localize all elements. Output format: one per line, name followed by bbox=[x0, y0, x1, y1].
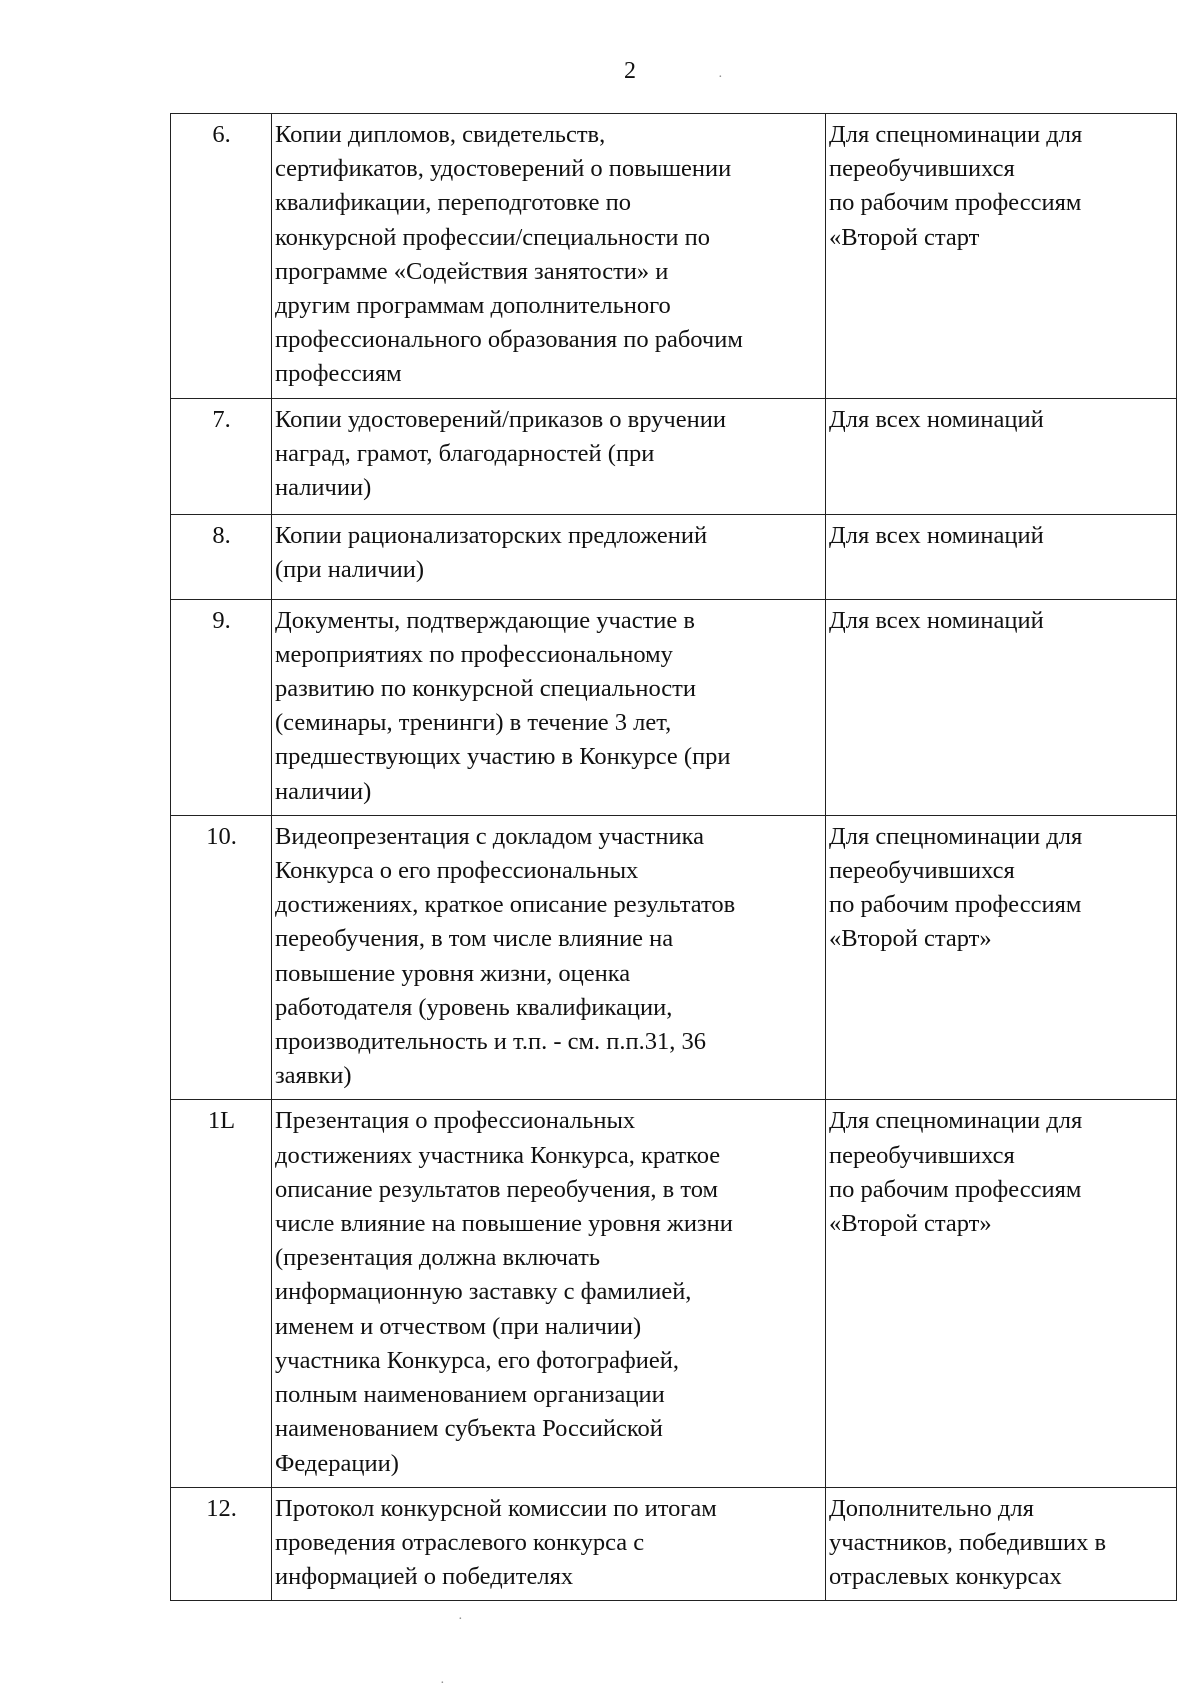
document-cell bbox=[272, 815, 826, 1100]
nomination-text: Для всех номинаций bbox=[829, 606, 1044, 634]
nomination-cell bbox=[826, 599, 1177, 815]
document-text: Видеопрезентация с докладом участника Конкурса о его профессиональных достижениях, краткое описание результатов переобучения, в том числе влияние на повышение уровня жизни, оценка работодателя (уровень квалификации, производительность и т.п. - см. п.п.31, 36 заявки) bbox=[275, 822, 736, 1090]
row-number: 1L bbox=[171, 1100, 272, 1487]
document-text: Копии рационализаторских предложений (при наличии) bbox=[275, 521, 708, 583]
nomination-text: Для спецноминации для переобучившихся по рабочим профессиям «Второй старт bbox=[829, 121, 1083, 251]
nomination-cell bbox=[826, 815, 1177, 1100]
document-text: Копии удостоверений/приказов о вручении наград, грамот, благодарностей (при наличии) bbox=[275, 405, 726, 502]
table-row bbox=[171, 114, 1177, 399]
nomination-cell bbox=[826, 1487, 1177, 1601]
document-text: Протокол конкурсной комиссии по итогам проведения отраслевого конкурса с информацией о победителях bbox=[275, 1494, 717, 1591]
document-text: Копии дипломов, свидетельств, сертификатов, удостоверений о повышении квалификации, переподготовке по конкурсной профессии/специальности по программе «Содействия занятости» и другим программам дополнительного профессионального образования по рабочим профессиям bbox=[275, 121, 743, 388]
row-number: 8. bbox=[171, 514, 272, 599]
document-cell bbox=[272, 1487, 826, 1601]
document-cell bbox=[272, 599, 826, 815]
nomination-text: Для спецноминации для переобучившихся по рабочим профессиям «Второй старт» bbox=[829, 1107, 1083, 1238]
document-text: Документы, подтверждающие участие в мероприятиях по профессиональному развитию по конкурсной специальности (семинары, тренинги) в течение 3 лет, предшествующих участию в Конкурсе (при наличии) bbox=[275, 606, 731, 805]
table-row bbox=[171, 398, 1177, 514]
scan-speck: · bbox=[440, 1676, 445, 1691]
scan-speck: · bbox=[718, 70, 723, 85]
row-number: 9. bbox=[171, 599, 272, 815]
nomination-text: Для всех номинаций bbox=[829, 521, 1044, 549]
nomination-cell bbox=[826, 514, 1177, 599]
document-cell bbox=[272, 114, 826, 399]
table-row bbox=[171, 1487, 1177, 1601]
document-cell bbox=[272, 398, 826, 514]
table-row bbox=[171, 599, 1177, 815]
row-number: 12. bbox=[171, 1487, 272, 1601]
nomination-cell bbox=[826, 114, 1177, 399]
table-row bbox=[171, 514, 1177, 599]
row-number: 10. bbox=[171, 815, 272, 1100]
nomination-text: Для всех номинаций bbox=[829, 405, 1044, 433]
row-number: 7. bbox=[171, 398, 272, 514]
nomination-cell bbox=[826, 398, 1177, 514]
document-text: Презентация о профессиональных достижениях участника Конкурса, краткое описание результатов переобучения, в том числе влияние на повышение уровня жизни (презентация должна включать информационную заставку с фамилией, именем и отчеством (при наличии) участника Конкурса, его фотографией, полным наименованием организации наименованием субъекта Российской Федерации) bbox=[275, 1107, 733, 1477]
page-number: 2 bbox=[624, 58, 636, 84]
document-cell bbox=[272, 514, 826, 599]
document-cell bbox=[272, 1100, 826, 1487]
nomination-text: Для спецноминации для переобучившихся по рабочим профессиям «Второй старт» bbox=[829, 822, 1083, 953]
table-row bbox=[171, 1100, 1177, 1487]
row-number: 6. bbox=[171, 114, 272, 399]
scan-speck: · bbox=[458, 1612, 463, 1627]
nomination-text: Дополнительно для участников, победивших в отраслевых конкурсах bbox=[829, 1494, 1107, 1591]
nomination-cell bbox=[826, 1100, 1177, 1487]
documents-table bbox=[170, 113, 1177, 1601]
table-row bbox=[171, 815, 1177, 1100]
